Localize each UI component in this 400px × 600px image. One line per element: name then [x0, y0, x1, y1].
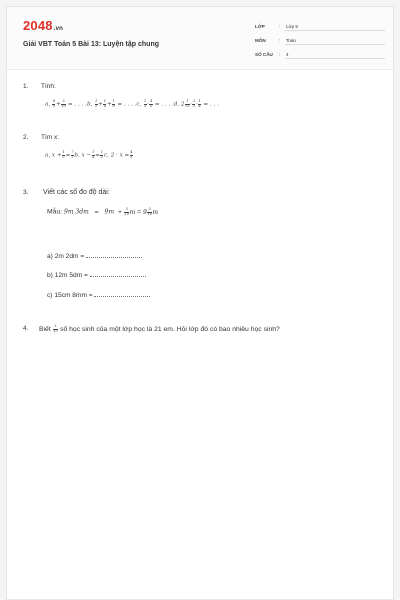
conversion-item-b — [47, 271, 146, 279]
logo-number: 2048 — [23, 18, 53, 33]
fraction: $\frac{3}{10}$ — [61, 99, 66, 108]
part-label: a, — [45, 101, 51, 108]
question-text: Tính: — [41, 83, 56, 90]
meta-class — [255, 21, 385, 33]
item-text: a) 2m 2dm = — [47, 253, 85, 260]
meta-colon: : — [279, 52, 281, 57]
meta-colon: : — [279, 38, 281, 43]
question-text: Tìm x: — [41, 134, 60, 141]
meta-colon: : — [279, 24, 281, 29]
page-title: Giải VBT Toán 5 Bài 13: Luyện tập chung — [23, 41, 160, 48]
fraction: $\frac{7}{2}$ — [71, 150, 74, 159]
meta-value: Toán — [285, 35, 385, 45]
fraction: $\frac{1}{5}$ — [100, 150, 104, 159]
meta-value: Lớp 5 — [285, 21, 385, 31]
sample-label: Mẫu: — [47, 208, 63, 216]
question-1-expressions: a, $\frac{8}{9}$ + $\frac{3}{10}$ = . . . .b, $\frac{1}{2}$ + $\frac{1}{4}$ + $\frac{1}{8}$ = . . . .c, $\frac{1}{3}$ · $\frac{4}{5}$ = . . . .d, 2 $\frac{1}{15}$ · $\frac{3}{5}$ · $\frac{1}{4}$ = . . . — [45, 99, 219, 108]
fraction: $\frac{1}{8}$ — [112, 99, 115, 108]
logo-suffix: .vn — [53, 26, 64, 32]
meta-label: MÔN — [255, 38, 266, 43]
answer-blank[interactable] — [94, 291, 150, 297]
meta-label: LỚP — [255, 24, 265, 29]
question-2-expressions: a, x + $\frac{1}{2}$ = $\frac{7}{2}$ b, x − $\frac{1}{4}$ = $\frac{1}{5}$ c, 2 · x = $\frac{4}{5}$ — [45, 150, 133, 159]
fraction: $\frac{1}{4}$ — [92, 150, 95, 159]
question-text: Viết các số đo độ dài: — [43, 189, 110, 196]
fraction: $\frac{1}{3}$ — [143, 99, 147, 108]
part-label: a, — [45, 152, 51, 159]
fraction: $\frac{1}{2}$ — [62, 150, 65, 159]
fraction: $\frac{4}{5}$ — [130, 150, 133, 159]
question-number: 4. — [23, 325, 29, 332]
worksheet-header — [7, 7, 393, 70]
meta-subject — [255, 35, 385, 47]
question-text: Biết $\frac{2}{15}$ số học sinh của một lớp học là 21 em. Hỏi lớp đó có bao nhiêu học sinh? — [39, 324, 280, 333]
fraction: $\frac{1}{4}$ — [103, 99, 107, 108]
sample-conversion: Mẫu: 9m 3dm = 9m + $\frac{3}{10}$ m = 9 $\frac{3}{10}$ m — [47, 207, 159, 216]
conversion-item-a — [47, 252, 142, 260]
question-number: 2. — [23, 134, 29, 141]
item-text: b) 12m 5dm = — [47, 272, 88, 279]
site-logo[interactable] — [23, 18, 63, 33]
fraction: $\frac{8}{9}$ — [52, 99, 56, 108]
worksheet-page — [6, 6, 394, 600]
meta-value: 4 — [285, 49, 385, 59]
fraction: $\frac{2}{15}$ — [53, 324, 58, 333]
fraction: $\frac{1}{2}$ — [94, 99, 98, 108]
fraction: $\frac{1}{4}$ — [198, 99, 201, 108]
meta-label: SỐ CÂU — [255, 52, 273, 57]
fraction: $\frac{4}{5}$ — [149, 99, 153, 108]
question-number: 3. — [23, 189, 29, 196]
fraction: $\frac{3}{5}$ — [192, 99, 195, 108]
sample-lhs: 9m 3dm — [64, 208, 89, 216]
conversion-item-c — [47, 291, 150, 299]
fraction: $\frac{1}{15}$ — [184, 99, 190, 108]
item-text: c) 15cm 8mm = — [47, 292, 93, 299]
answer-blank[interactable] — [90, 271, 146, 277]
meta-question-count — [255, 49, 385, 61]
answer-blank[interactable] — [86, 252, 142, 258]
question-number: 1. — [23, 83, 29, 90]
